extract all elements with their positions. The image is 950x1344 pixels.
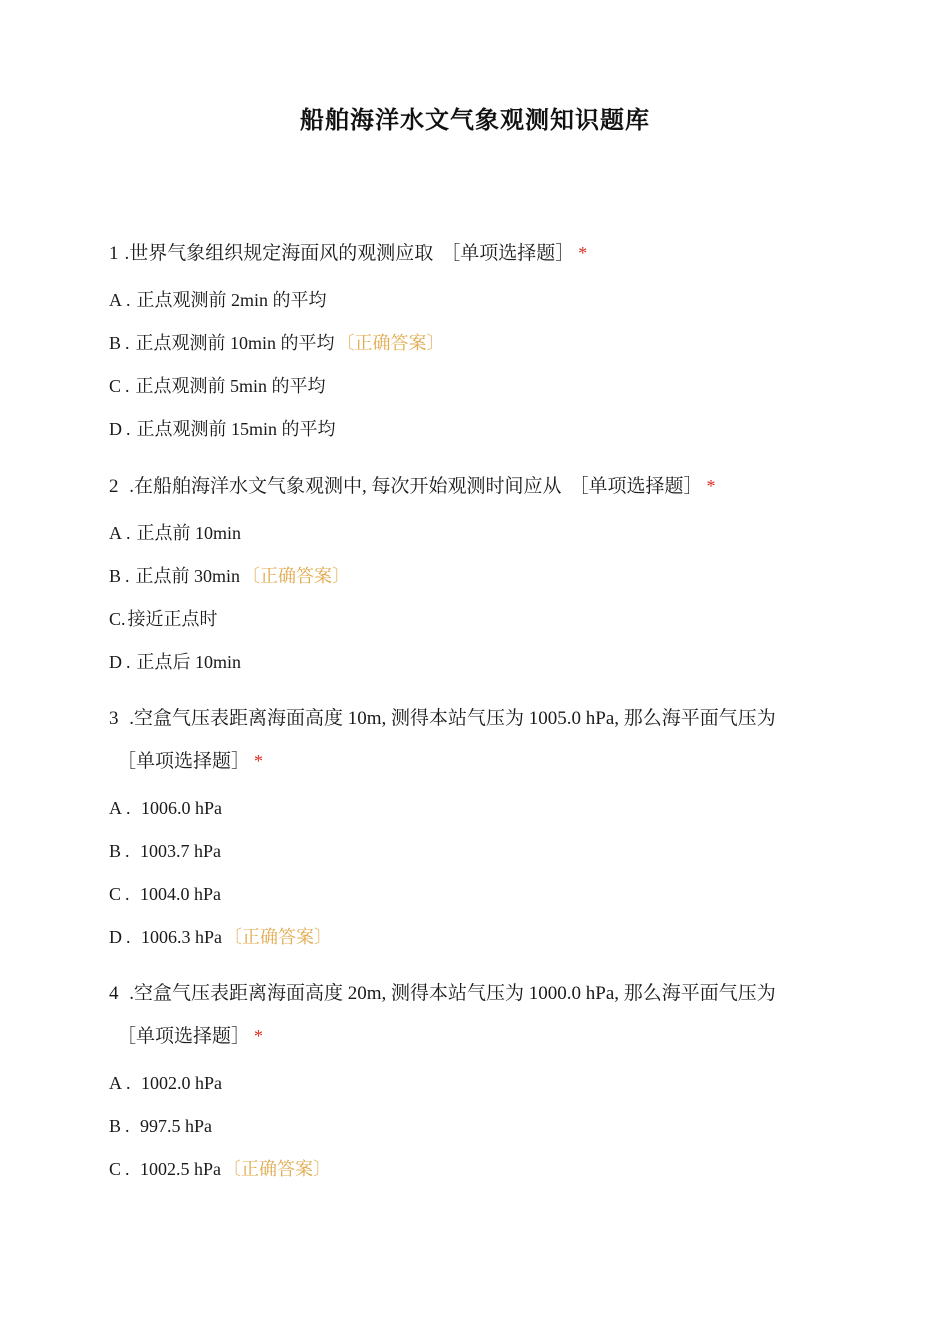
required-mark: * — [254, 751, 264, 771]
option-a[interactable] — [109, 512, 829, 555]
option-a[interactable] — [109, 279, 829, 322]
option-letter: C. — [109, 609, 126, 629]
option-a[interactable] — [109, 787, 829, 830]
required-mark: * — [706, 476, 716, 496]
required-mark: * — [578, 243, 588, 263]
option-separator: . — [125, 376, 130, 396]
question-3 — [109, 698, 829, 959]
question-number: 3 — [109, 708, 119, 729]
question-text — [109, 698, 829, 783]
question-4 — [109, 973, 829, 1191]
option-letter: D — [109, 927, 122, 947]
option-separator: . — [126, 798, 131, 818]
option-text: 1002.0 hPa — [136, 1073, 222, 1093]
option-letter: A — [109, 523, 122, 543]
option-separator: . — [126, 523, 131, 543]
option-text: 1003.7 hPa — [135, 841, 222, 861]
question-list — [109, 232, 829, 1205]
question-number: 2 — [109, 476, 119, 497]
question-text — [109, 973, 829, 1058]
option-letter: B — [109, 841, 122, 861]
correct-answer-tag: 〔正确答案〕 — [223, 1159, 332, 1179]
option-text: 正点观测前 2min 的平均 — [136, 290, 327, 310]
option-letter: C — [109, 376, 122, 396]
question-type-label: ［单项选择题］ — [569, 476, 703, 497]
option-c[interactable] — [109, 365, 829, 408]
option-text: 正点观测前 10min 的平均 — [135, 333, 335, 353]
option-letter: B — [109, 1116, 122, 1136]
option-d[interactable] — [109, 408, 829, 451]
option-letter: B — [109, 333, 122, 353]
option-text: 正点观测前 15min 的平均 — [136, 419, 336, 439]
question-prompt: .在船舶海洋水文气象观测中, 每次开始观测时间应从 — [124, 476, 562, 497]
option-letter: C — [109, 884, 122, 904]
option-a[interactable] — [109, 1062, 829, 1105]
document-title: 船舶海洋水文气象观测知识题库 — [300, 106, 650, 134]
option-text: 正点观测前 5min 的平均 — [135, 376, 326, 396]
option-separator: . — [125, 841, 130, 861]
question-2 — [109, 465, 829, 684]
option-text: 接近正点时 — [127, 609, 218, 629]
question-1 — [109, 232, 829, 451]
option-separator: . — [125, 333, 130, 353]
option-text: 1006.0 hPa — [136, 798, 222, 818]
option-letter: A — [109, 1073, 122, 1093]
option-text: 1004.0 hPa — [135, 884, 222, 904]
option-text: 1002.5 hPa — [135, 1159, 222, 1179]
option-text: 正点后 10min — [136, 652, 242, 672]
option-b[interactable] — [109, 1105, 829, 1148]
correct-answer-tag: 〔正确答案〕 — [336, 333, 445, 353]
question-text — [109, 465, 829, 508]
question-text — [109, 232, 829, 275]
option-letter: D — [109, 419, 122, 439]
option-separator: . — [125, 566, 130, 586]
option-separator: . — [125, 884, 130, 904]
option-d[interactable] — [109, 916, 829, 959]
required-mark: * — [254, 1026, 264, 1046]
option-letter: B — [109, 566, 122, 586]
option-text: 1006.3 hPa — [136, 927, 222, 947]
option-text: 正点前 30min — [135, 566, 241, 586]
question-number: 1 — [109, 243, 119, 264]
question-type-label: ［单项选择题］ — [117, 1026, 251, 1047]
option-letter: A — [109, 290, 122, 310]
question-type-label: ［单项选择题］ — [441, 243, 575, 264]
option-separator: . — [126, 290, 131, 310]
option-letter: A — [109, 798, 122, 818]
option-separator: . — [126, 419, 131, 439]
option-c[interactable] — [109, 1148, 829, 1191]
option-c[interactable] — [109, 598, 829, 641]
option-separator: . — [126, 927, 131, 947]
option-b[interactable] — [109, 830, 829, 873]
question-type-label: ［单项选择题］ — [117, 751, 251, 772]
option-separator: . — [125, 1116, 130, 1136]
option-text: 正点前 10min — [136, 523, 242, 543]
question-prompt: .空盒气压表距离海面高度 20m, 测得本站气压为 1000.0 hPa, 那么海平面气压为 — [124, 983, 776, 1004]
option-letter: D — [109, 652, 122, 672]
option-separator: . — [126, 1073, 131, 1093]
question-prompt: .世界气象组织规定海面风的观测应取 — [124, 243, 434, 264]
option-separator: . — [126, 652, 131, 672]
question-prompt: .空盒气压表距离海面高度 10m, 测得本站气压为 1005.0 hPa, 那么海平面气压为 — [124, 708, 776, 729]
correct-answer-tag: 〔正确答案〕 — [224, 927, 332, 947]
option-d[interactable] — [109, 641, 829, 684]
correct-answer-tag: 〔正确答案〕 — [242, 566, 351, 586]
option-text: 997.5 hPa — [135, 1116, 213, 1136]
option-letter: C — [109, 1159, 122, 1179]
option-b[interactable] — [109, 555, 829, 598]
option-separator: . — [125, 1159, 130, 1179]
option-c[interactable] — [109, 873, 829, 916]
option-b[interactable] — [109, 322, 829, 365]
question-number: 4 — [109, 983, 119, 1004]
